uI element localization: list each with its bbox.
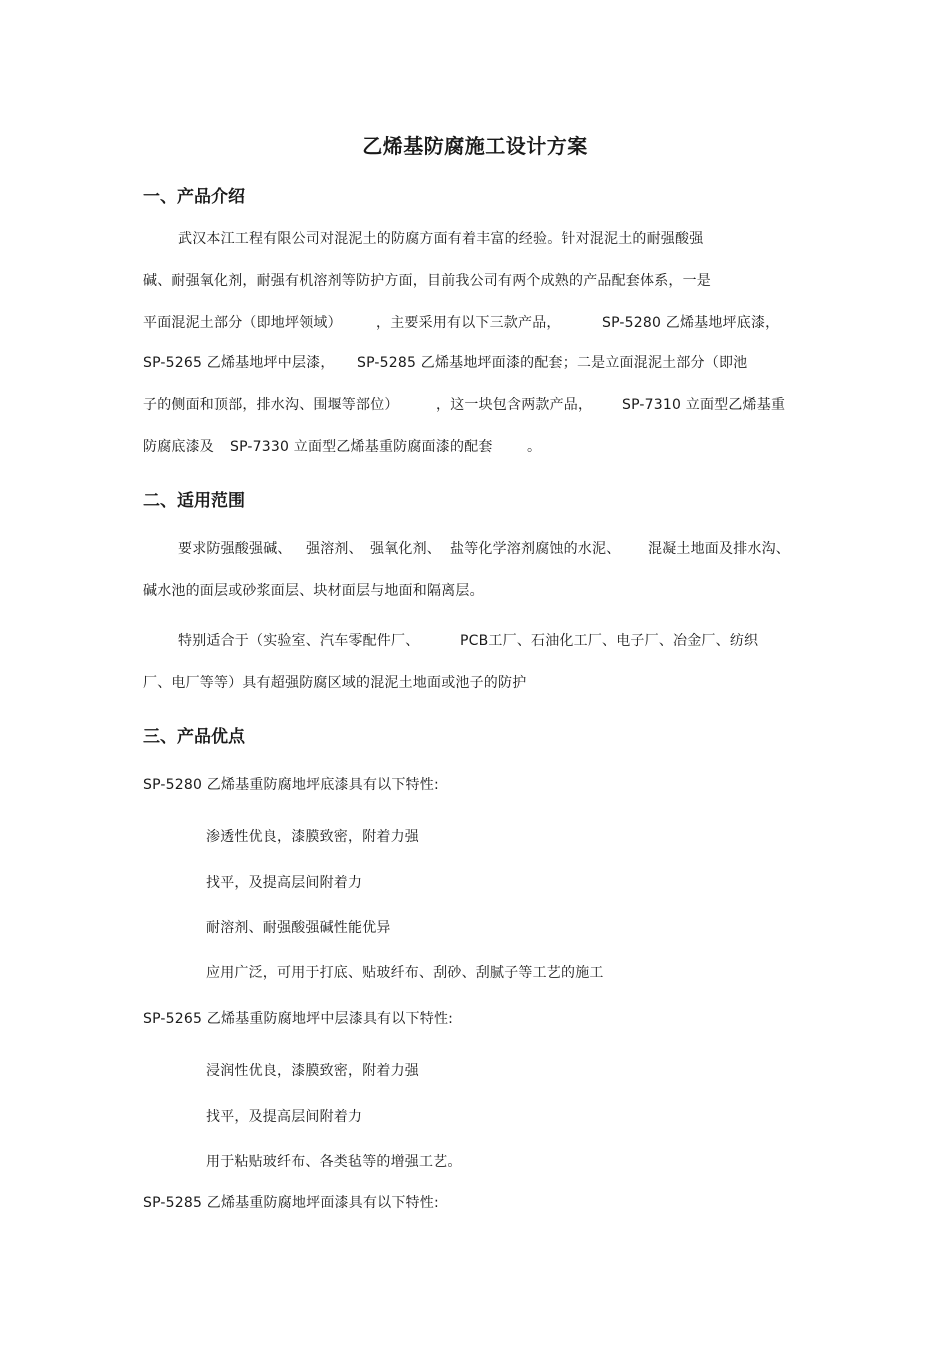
feature-item: 用于粘贴玻纤布、各类毡等的增强工艺。 [206,1154,462,1170]
text-segment: 混凝土地面及排水沟、 [648,541,790,557]
text-segment: SP-7330 立面型乙烯基重防腐面漆的配套 [230,439,493,455]
text-segment: ，这一块包含两款产品， [436,397,593,413]
intro-line-5 [0,394,950,414]
intro-line-3 [0,312,950,332]
text-segment: ，主要采用有以下三款产品， [376,315,561,331]
product-title: SP-5285 乙烯基重防腐地坪面漆具有以下特性: [143,1195,439,1211]
feature-item: 应用广泛，可用于打底、贴玻纤布、刮砂、刮腻子等工艺的施工 [206,965,604,981]
text-segment: 强氧化剂、 [370,541,441,557]
scope-line-1 [0,538,950,558]
text-segment: 盐等化学溶剂腐蚀的水泥、 [450,541,621,557]
document-title: 乙烯基防腐施工设计方案 [362,134,588,158]
text-segment: 碱、耐强氧化剂，耐强有机溶剂等防护方面，目前我公司有两个成熟的产品配套体系，一是 [143,273,711,289]
text-segment: 强溶剂、 [306,541,363,557]
feature-item: 找平，及提高层间附着力 [206,875,363,891]
product-title: SP-5265 乙烯基重防腐地坪中层漆具有以下特性: [143,1011,454,1027]
scope-line-4 [143,672,526,692]
text-segment: SP-5265 乙烯基地坪中层漆， [143,355,335,371]
text-segment: 子的侧面和顶部，排水沟、围堰等部位） [143,397,399,413]
product-title: SP-5280 乙烯基重防腐地坪底漆具有以下特性: [143,777,439,793]
intro-line-1 [178,228,703,248]
feature-item: 浸润性优良，漆膜致密，附着力强 [206,1063,419,1079]
text-segment: SP-5285 乙烯基地坪面漆的配套；二是立面混泥土部分（即池 [357,355,748,371]
text-segment: SP-7310 立面型乙烯基重 [622,397,786,413]
text-segment: 。 [527,439,542,455]
section-heading-advantages: 三、产品优点 [143,727,245,747]
text-segment: 碱水池的面层或砂浆面层、块材面层与地面和隔离层。 [143,583,484,599]
feature-item: 找平，及提高层间附着力 [206,1109,363,1125]
text-segment: 特别适合于（实验室、汽车零配件厂、 [178,633,420,649]
scope-line-3 [0,630,950,650]
text-segment: PCB工厂、石油化工厂、电子厂、冶金厂、纺织 [460,633,759,649]
text-segment: 防腐底漆及 [143,439,214,455]
text-segment: SP-5280 乙烯基地坪底漆， [602,315,780,331]
section-heading-intro: 一、产品介绍 [143,187,245,207]
intro-line-4 [0,352,950,372]
feature-item: 耐溶剂、耐强酸强碱性能优异 [206,920,391,936]
feature-item: 渗透性优良，漆膜致密，附着力强 [206,829,419,845]
text-segment: 要求防强酸强碱、 [178,541,292,557]
text-segment: 平面混泥土部分（即地坪领域） [143,315,342,331]
intro-line-2 [143,270,711,290]
text-segment: 武汉本江工程有限公司对混泥土的防腐方面有着丰富的经验。针对混泥土的耐强酸强 [178,231,704,247]
intro-line-6 [0,436,950,456]
scope-line-2 [143,580,484,600]
section-heading-scope: 二、适用范围 [143,491,245,511]
text-segment: 厂、电厂等等）具有超强防腐区域的混泥土地面或池子的防护 [143,675,527,691]
